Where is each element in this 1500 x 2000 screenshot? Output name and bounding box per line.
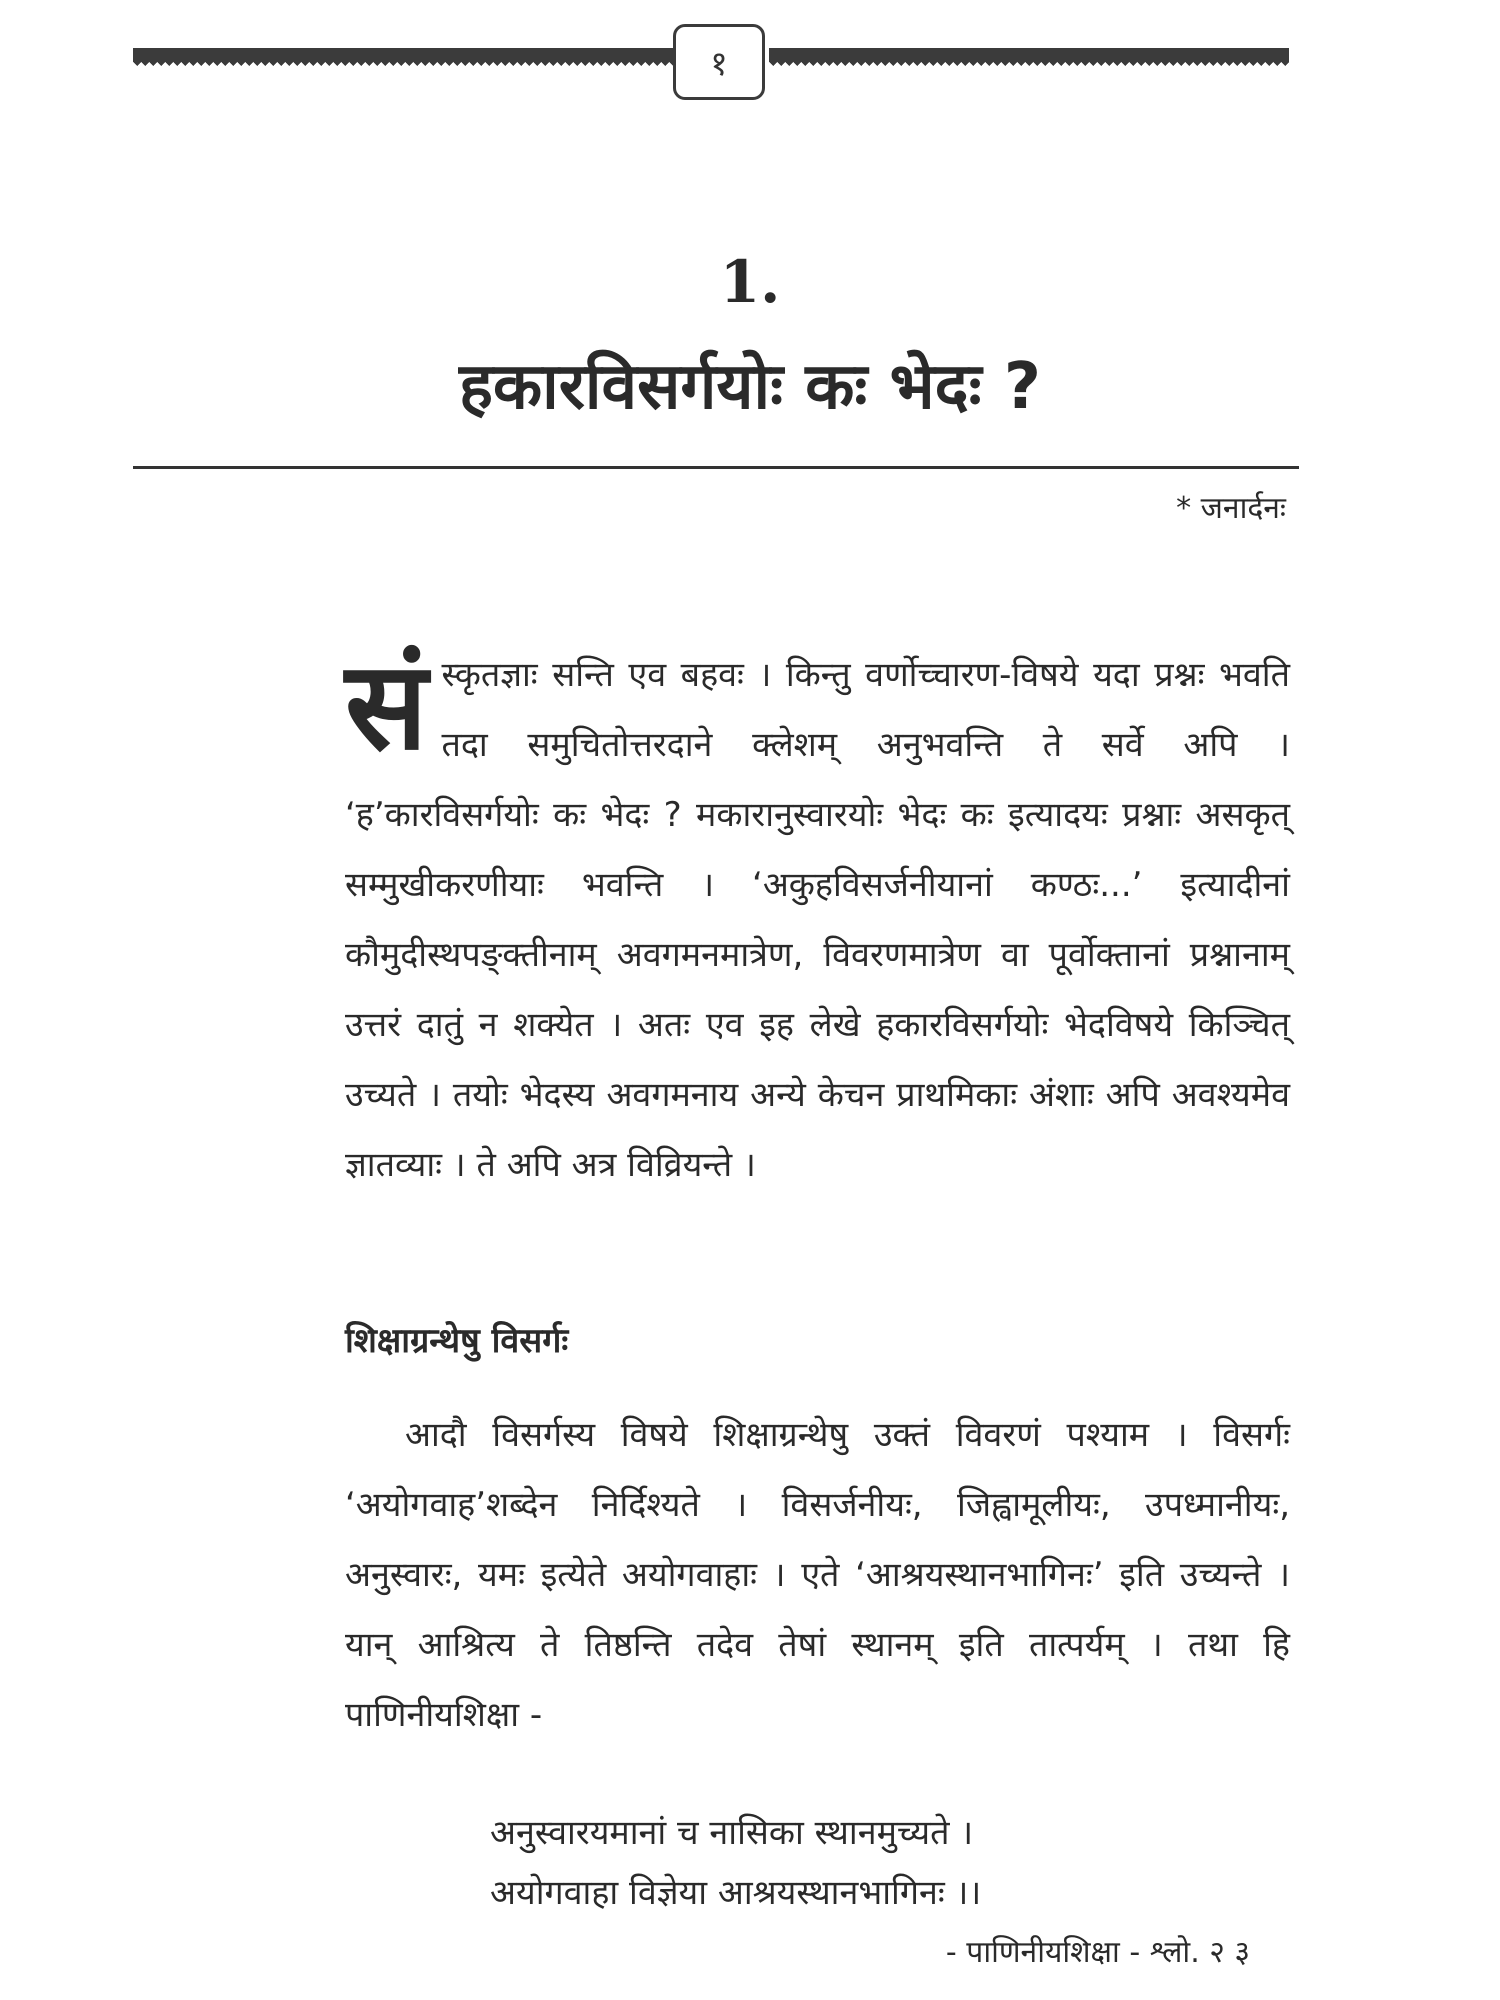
page-number: १ <box>673 24 765 100</box>
author-name: * जनार्दनः <box>1176 491 1286 526</box>
chapter-title: हकारविसर्गयोः कः भेदः ? <box>459 350 1041 424</box>
section-heading: शिक्षाग्रन्थेषु विसर्गः <box>345 1321 569 1361</box>
drop-cap: सं <box>345 635 428 777</box>
section-body <box>345 1400 1290 1750</box>
header-zigzag-left <box>133 62 673 70</box>
section-paragraph: आदौ विसर्गस्य विषये शिक्षाग्रन्थेषु उक्तं विवरणं पश्याम । विसर्गः ‘अयोगवाह’शब्देन निर्दिश्यते । विसर्जनीयः, जिह्वामूलीयः, उपध्मानीयः, अनुस्वारः, यमः इत्येते अयोगवाहाः । एते ‘आश्रयस्थानभागिनः’ इति उच्यन्ते । यान् आश्रित्य ते तिष्ठन्ति तदेव तेषां स्थानम् इति तात्पर्यम् । तथा हि पाणिनीयशिक्षा - <box>345 1415 1290 1735</box>
title-divider <box>133 466 1299 469</box>
header-band-right <box>769 48 1289 62</box>
chapter-number: 1. <box>719 248 781 316</box>
verse-line-2: अयोगवाहा विज्ञेया आश्रयस्थानभागिनः ।। <box>490 1873 982 1913</box>
verse-citation: - पाणिनीयशिक्षा - श्लो. २ ३ <box>945 1935 1250 1970</box>
verse-line-1: अनुस्वारयमानां च नासिका स्थानमुच्यते । <box>490 1813 974 1853</box>
intro-section <box>345 635 1290 1200</box>
header-band-left <box>133 48 673 62</box>
intro-paragraph: स्कृतज्ञाः सन्ति एव बहवः । किन्तु वर्णोच्चारण-विषये यदा प्रश्नः भवति तदा समुचितोत्तरदाने क्लेशम् अनुभवन्ति ते सर्वे अपि । ‘ह’कारविसर्गयोः कः भेदः ? मकारानुस्वारयोः भेदः कः इत्यादयः प्रश्नाः असकृत् सम्मुखीकरणीयाः भवन्ति । ‘अकुहविसर्जनीयानां कण्ठः...’ इत्यादीनां कौमुदीस्थपङ्क्तीनाम् अवगमनमात्रेण, विवरणमात्रेण वा पूर्वोक्तानां प्रश्नानाम् उत्तरं दातुं न शक्येत । अतः एव इह लेखे हकारविसर्गयोः भेदविषये किञ्चित् उच्यते । तयोः भेदस्य अवगमनाय अन्ये केचन प्राथमिकाः अंशाः अपि अवश्यमेव ज्ञातव्याः । ते अपि अत्र विव्रियन्ते । <box>345 655 1290 1185</box>
header-zigzag-right <box>769 62 1289 70</box>
page-header-bar <box>133 38 1289 88</box>
